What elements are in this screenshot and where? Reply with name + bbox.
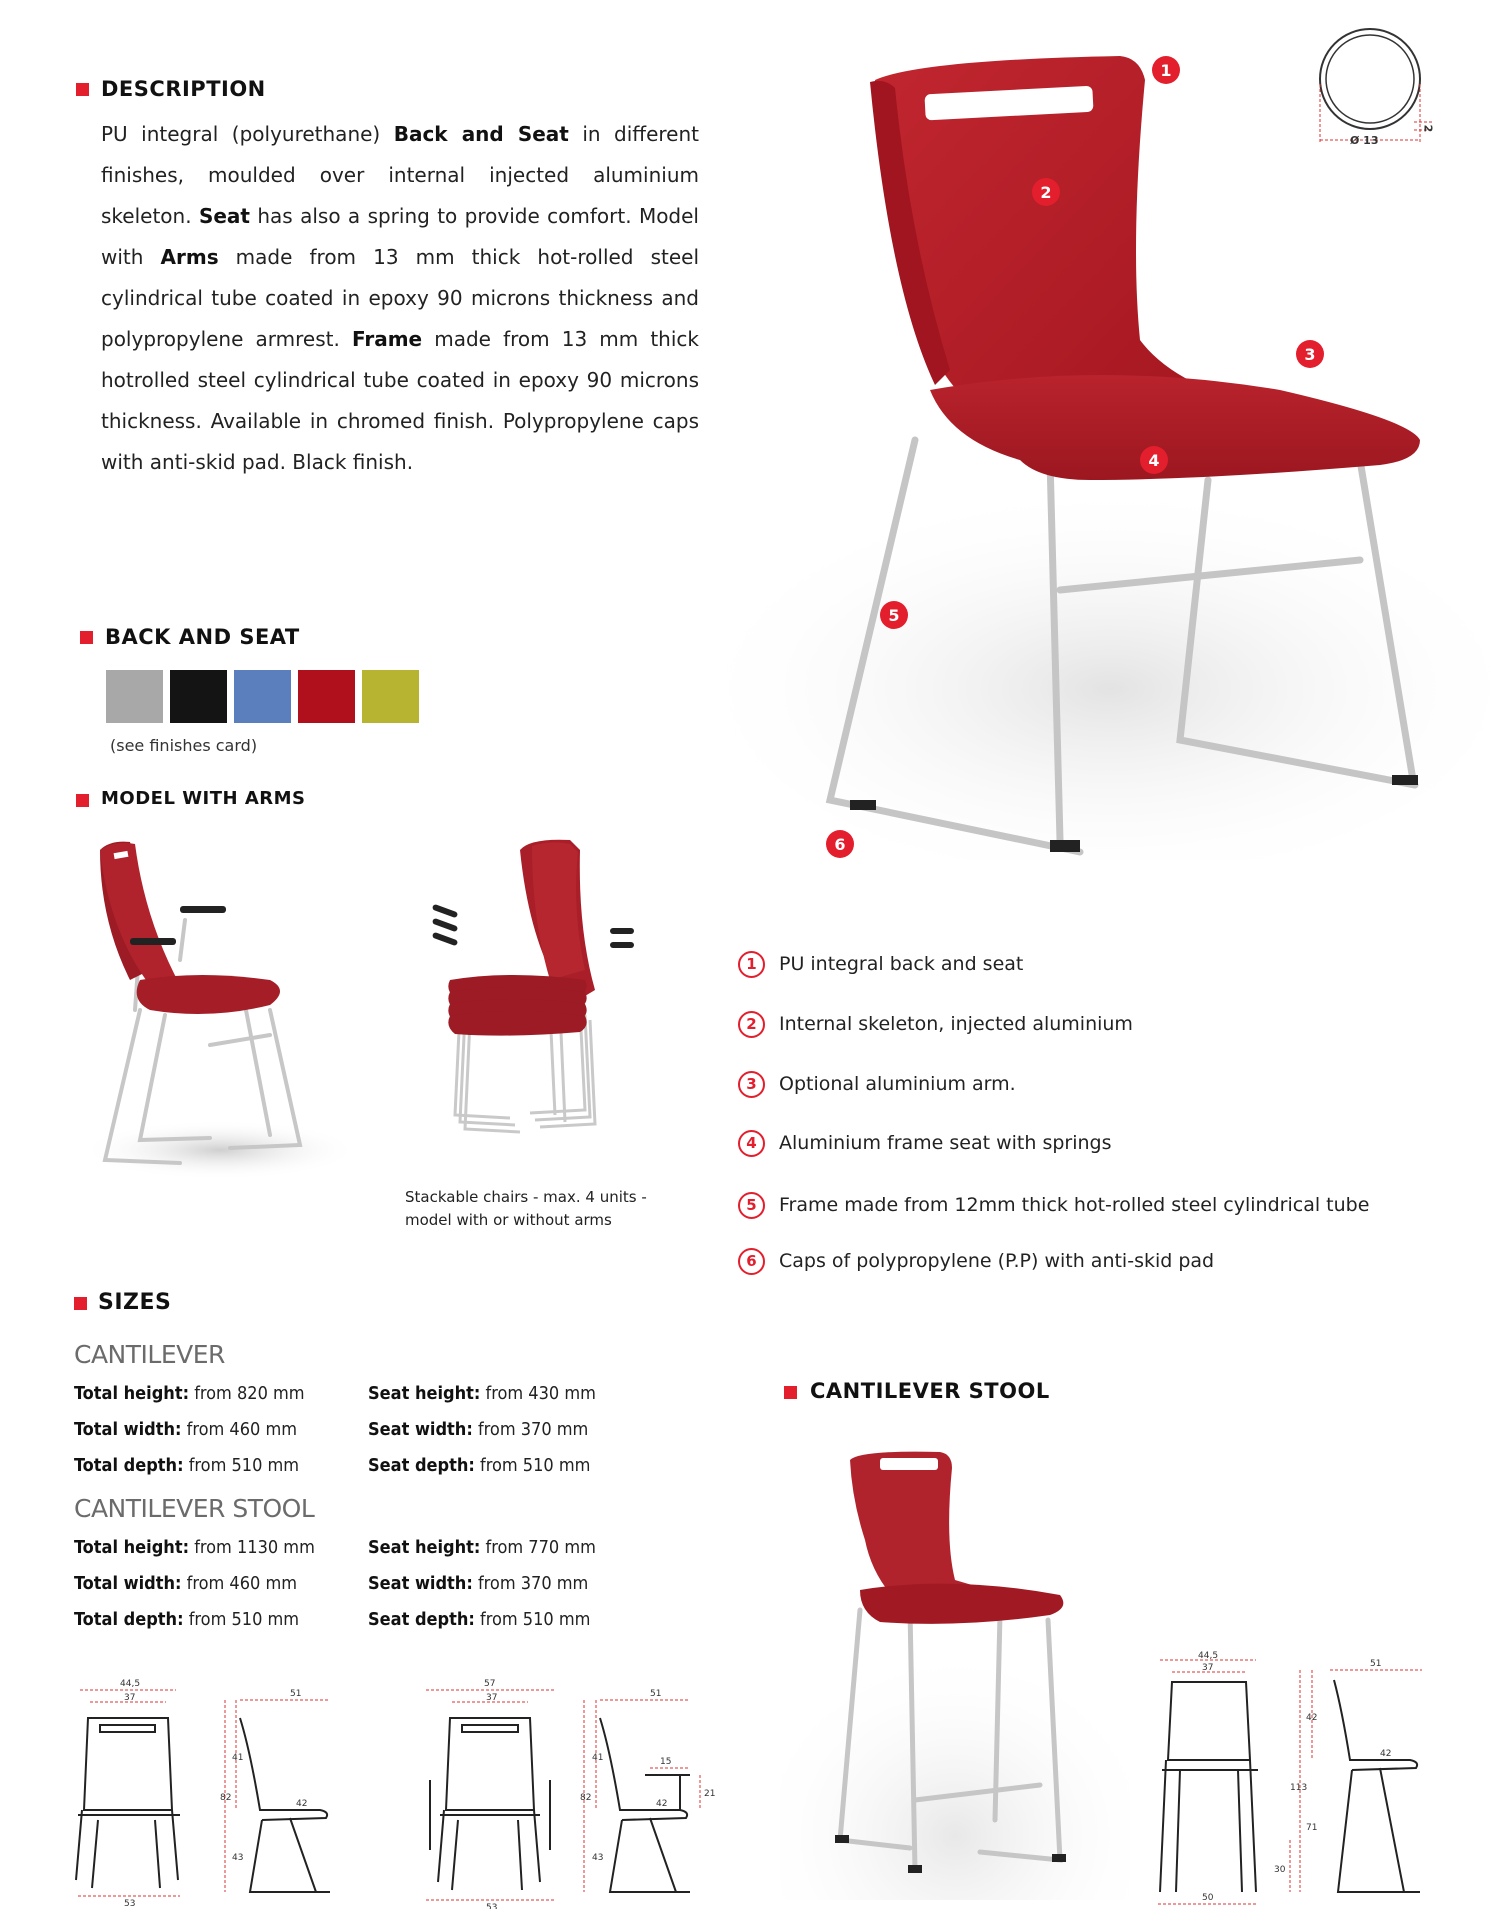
marker-3: 3: [1296, 340, 1324, 368]
spec-right: Seat height: from 770 mm: [368, 1537, 596, 1558]
stool-section-heading: CANTILEVER STOOL: [810, 1379, 1050, 1403]
feature-number: 4: [738, 1130, 765, 1157]
dim-seat-h: 43: [592, 1853, 604, 1863]
dim-depth: 51: [290, 1689, 302, 1699]
cantilever-title: CANTILEVER: [74, 1340, 225, 1369]
dim-seat-h: 43: [232, 1853, 244, 1863]
tube-thickness-label: 2: [1421, 124, 1435, 133]
dim-depth: 51: [1370, 1659, 1382, 1669]
feature-text: Optional aluminium arm.: [779, 1073, 1016, 1095]
dim-arm: 15: [660, 1757, 672, 1767]
spec-left: Total width: from 460 mm: [74, 1419, 297, 1440]
dim-seat-d: 42: [296, 1799, 308, 1809]
feature-text: PU integral back and seat: [779, 953, 1024, 975]
feature-item: [738, 1068, 1016, 1100]
dim-depth: 51: [650, 1689, 662, 1699]
spec-right: Seat height: from 430 mm: [368, 1383, 596, 1404]
dim-total-h: 113: [1290, 1783, 1308, 1793]
feature-text: Frame made from 12mm thick hot-rolled steel cylindrical tube: [779, 1194, 1370, 1216]
section-bullet: [784, 1386, 797, 1399]
dim-arm-h: 21: [704, 1789, 716, 1799]
marker-5: 5: [880, 601, 908, 629]
dim-back-h: 41: [592, 1753, 604, 1763]
dim-w-seat: 37: [124, 1693, 136, 1703]
main-chair-image: [720, 40, 1500, 860]
dim-w-total: 57: [484, 1679, 496, 1689]
description-text: PU integral (polyurethane) Back and Seat in different finishes, moulded over internal injected aluminium skeleton. Seat has also a spring to provide comfort. Model with Arms made from 13 mm thick hot-rolled steel cylindrical tube coated in epoxy 90 microns thickness and polypropylene armrest. Frame made from 13 mm thick hotrolled steel cylindrical tube coated in epoxy 90 microns thickness. Available in chromed finish. Polypropylene caps with anti-skid pad. Black finish.: [101, 122, 699, 474]
dimension-drawings: [0, 1651, 1500, 1909]
feature-text: Aluminium frame seat with springs: [779, 1132, 1112, 1154]
spec-left: Total height: from 820 mm: [74, 1383, 305, 1404]
swatch-olive: [362, 670, 419, 723]
feature-item: [738, 948, 1023, 980]
tube-diameter-label: Ø 13: [1350, 134, 1379, 147]
description-heading: DESCRIPTION: [101, 77, 266, 101]
dim-back-h: 42: [1306, 1713, 1318, 1723]
finishes-note: (see finishes card): [110, 736, 258, 755]
dim-back-h: 41: [232, 1753, 244, 1763]
feature-number: 6: [738, 1248, 765, 1275]
feature-item: [738, 1127, 1112, 1159]
feature-number: 3: [738, 1071, 765, 1098]
swatch-blue: [234, 670, 291, 723]
marker-4: 4: [1140, 446, 1168, 474]
dim-seat-d: 42: [656, 1799, 668, 1809]
dim-base: 53: [124, 1899, 136, 1909]
marker-1: 1: [1152, 56, 1180, 84]
arms-heading: MODEL WITH ARMS: [101, 788, 306, 809]
spec-right: Seat depth: from 510 mm: [368, 1455, 591, 1476]
swatch-grey: [106, 670, 163, 723]
feature-item: [738, 1245, 1214, 1277]
dim-w-total: 44,5: [1198, 1651, 1219, 1661]
sizes-heading: SIZES: [98, 1290, 172, 1315]
swatch-red: [298, 670, 355, 723]
stacked-chairs-image: [420, 830, 700, 1170]
feature-number: 5: [738, 1192, 765, 1219]
spec-right: Seat width: from 370 mm: [368, 1419, 589, 1440]
feature-number: 1: [738, 951, 765, 978]
stackable-caption: Stackable chairs - max. 4 units - model with or without arms: [405, 1188, 647, 1229]
back-seat-heading: BACK AND SEAT: [105, 625, 300, 649]
spec-left: Total depth: from 510 mm: [74, 1455, 300, 1476]
dim-base: 53: [486, 1903, 498, 1909]
spec-left: Total width: from 460 mm: [74, 1573, 297, 1594]
feature-text: Caps of polypropylene (P.P) with anti-skid pad: [779, 1250, 1215, 1272]
dim-foot: 30: [1274, 1865, 1286, 1875]
swatch-black: [170, 670, 227, 723]
spec-left: Total height: from 1130 mm: [74, 1537, 315, 1558]
dim-seat-d: 42: [1380, 1749, 1392, 1759]
dim-total-h: 82: [220, 1793, 232, 1803]
dim-w-seat: 37: [486, 1693, 498, 1703]
stool-title: CANTILEVER STOOL: [74, 1494, 315, 1523]
feature-number: 2: [738, 1011, 765, 1038]
feature-item: [738, 1189, 1369, 1221]
spec-right: Seat width: from 370 mm: [368, 1573, 589, 1594]
marker-2: 2: [1032, 178, 1060, 206]
feature-text: Internal skeleton, injected aluminium: [779, 1013, 1133, 1035]
section-bullet: [76, 83, 89, 96]
feature-item: [738, 1008, 1133, 1040]
dim-seat-h: 71: [1306, 1823, 1318, 1833]
section-bullet: [74, 1297, 87, 1310]
spec-left: Total depth: from 510 mm: [74, 1609, 300, 1630]
section-bullet: [80, 631, 93, 644]
marker-6: 6: [826, 830, 854, 858]
section-bullet: [76, 794, 89, 807]
dim-w-seat: 37: [1202, 1663, 1214, 1673]
dim-w-total: 44,5: [120, 1679, 141, 1689]
chair-with-arms-image: [70, 830, 370, 1190]
dim-total-h: 82: [580, 1793, 592, 1803]
spec-right: Seat depth: from 510 mm: [368, 1609, 591, 1630]
dim-base: 50: [1202, 1893, 1214, 1903]
